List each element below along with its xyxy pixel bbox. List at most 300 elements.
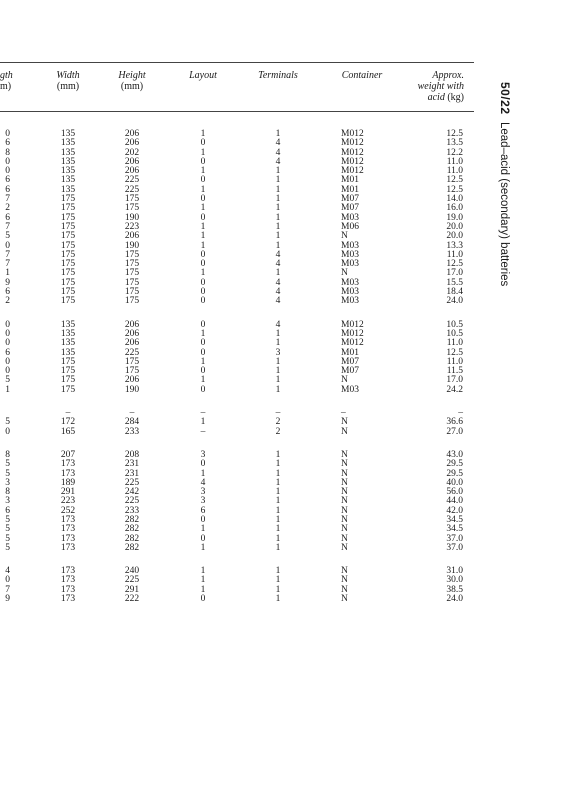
cell-terminals: 1 <box>275 268 281 279</box>
cell-terminals: 1 <box>275 524 281 535</box>
cell-width: 291 <box>60 487 76 498</box>
cell-terminals: 4 <box>275 319 281 330</box>
cell-layout: 1 <box>200 584 206 595</box>
cell-length: 2 <box>5 203 10 214</box>
cell-layout: 0 <box>200 249 206 260</box>
cell-layout: 1 <box>200 524 206 535</box>
cell-layout: 0 <box>200 459 206 470</box>
cell-height: 282 <box>124 514 140 525</box>
cell-height: 175 <box>124 356 140 367</box>
cell-width: 252 <box>60 505 76 516</box>
cell-height: – <box>129 408 135 419</box>
cell-length: 6 <box>5 347 10 358</box>
cell-layout: 1 <box>200 468 206 479</box>
cell-terminals: 1 <box>275 477 281 488</box>
cell-height: 208 <box>124 449 140 460</box>
cell-height: 225 <box>124 477 140 488</box>
cell-weight: 16.0 <box>446 203 463 214</box>
cell-layout: 1 <box>200 231 206 242</box>
cell-length: 0 <box>5 366 10 377</box>
table-group <box>0 409 480 437</box>
cell-container: M03 <box>341 259 359 270</box>
cell-height: 223 <box>124 221 140 232</box>
cell-container: N <box>341 496 348 507</box>
cell-terminals: 1 <box>275 129 281 139</box>
cell-width: 175 <box>60 356 76 367</box>
cell-container: N <box>341 231 348 242</box>
cell-width: 173 <box>60 584 76 595</box>
cell-layout: 1 <box>200 129 206 139</box>
cell-layout: 0 <box>200 319 206 330</box>
cell-layout: 1 <box>200 184 206 195</box>
cell-width: 175 <box>60 249 76 260</box>
cell-weight: 10.5 <box>446 319 463 330</box>
cell-layout: 0 <box>200 384 206 395</box>
cell-height: 282 <box>124 542 140 553</box>
cell-width: 173 <box>60 594 76 605</box>
cell-weight: 19.0 <box>446 212 463 223</box>
cell-layout: 3 <box>200 487 206 498</box>
cell-weight: 11.0 <box>446 356 463 367</box>
cell-container: N <box>341 594 348 605</box>
header-container: Container <box>341 70 383 81</box>
cell-weight: 10.5 <box>446 328 463 339</box>
cell-height: 190 <box>124 212 140 223</box>
cell-weight: 13.5 <box>446 138 463 149</box>
cell-layout: 0 <box>200 259 206 270</box>
cell-container: M03 <box>341 384 359 395</box>
cell-weight: 24.0 <box>446 296 463 307</box>
cell-length: 0 <box>5 328 10 339</box>
cell-length: 6 <box>5 505 10 516</box>
cell-container: N <box>341 524 348 535</box>
cell-container: N <box>341 533 348 544</box>
cell-width: 223 <box>60 496 76 507</box>
table-row <box>0 544 480 553</box>
cell-terminals: 1 <box>275 594 281 605</box>
cell-height: 190 <box>124 240 140 251</box>
cell-layout: 0 <box>200 277 206 288</box>
cell-width: 175 <box>60 259 76 270</box>
cell-width: 173 <box>60 514 76 525</box>
cell-length: 4 <box>5 566 10 577</box>
cell-width: 175 <box>60 296 76 307</box>
header-terminals: Terminals <box>258 70 298 81</box>
cell-container: M01 <box>341 347 359 358</box>
cell-width: 175 <box>60 375 76 386</box>
cell-layout: 0 <box>200 366 206 377</box>
cell-weight: 34.5 <box>446 524 463 535</box>
cell-container: M07 <box>341 203 359 214</box>
cell-terminals: 4 <box>275 138 281 149</box>
cell-layout: 0 <box>200 533 206 544</box>
cell-length: 0 <box>5 319 10 330</box>
cell-length: 8 <box>5 449 10 460</box>
cell-weight: 24.0 <box>446 594 463 605</box>
cell-width: 173 <box>60 533 76 544</box>
cell-container: M03 <box>341 296 359 307</box>
cell-height: 282 <box>124 533 140 544</box>
cell-width: 173 <box>60 459 76 470</box>
cell-container: M012 <box>341 147 364 158</box>
cell-terminals: 1 <box>275 514 281 525</box>
cell-length: 0 <box>5 426 10 437</box>
cell-length: 0 <box>5 129 10 139</box>
cell-height: 206 <box>124 338 140 349</box>
cell-container: N <box>341 487 348 498</box>
cell-weight: 11.0 <box>446 156 463 167</box>
cell-terminals: 1 <box>275 366 281 377</box>
cell-width: 135 <box>60 175 76 186</box>
cell-length: 5 <box>5 417 10 428</box>
cell-terminals: 1 <box>275 240 281 251</box>
cell-terminals: 1 <box>275 487 281 498</box>
cell-layout: 1 <box>200 417 206 428</box>
cell-weight: 12.5 <box>446 184 463 195</box>
cell-container: M03 <box>341 212 359 223</box>
cell-weight: 43.0 <box>446 449 463 460</box>
cell-length: 7 <box>5 194 10 205</box>
cell-terminals: 1 <box>275 542 281 553</box>
cell-layout: 1 <box>200 221 206 232</box>
cell-width: 175 <box>60 384 76 395</box>
cell-height: 175 <box>124 277 140 288</box>
cell-height: 206 <box>124 129 140 139</box>
cell-layout: – <box>200 408 206 419</box>
cell-width: 173 <box>60 524 76 535</box>
table-row <box>0 595 480 604</box>
cell-layout: 0 <box>200 156 206 167</box>
cell-weight: 56.0 <box>446 487 463 498</box>
cell-weight: 15.5 <box>446 277 463 288</box>
cell-terminals: 1 <box>275 184 281 195</box>
page-number: 50/22 <box>498 82 512 115</box>
cell-container: M07 <box>341 356 359 367</box>
cell-height: 282 <box>124 524 140 535</box>
cell-width: 175 <box>60 203 76 214</box>
cell-width: 175 <box>60 268 76 279</box>
cell-length: 3 <box>5 496 10 507</box>
table-group <box>0 321 480 395</box>
cell-weight: 27.0 <box>446 426 463 437</box>
cell-layout: 0 <box>200 175 206 186</box>
cell-container: N <box>341 514 348 525</box>
cell-container: M03 <box>341 287 359 298</box>
cell-layout: 1 <box>200 166 206 177</box>
cell-length: 5 <box>5 231 10 242</box>
cell-height: 225 <box>124 347 140 358</box>
header-width: Width (mm) <box>56 70 80 92</box>
cell-weight: 13.3 <box>446 240 463 251</box>
cell-layout: 3 <box>200 496 206 507</box>
cell-terminals: 1 <box>275 356 281 367</box>
cell-layout: 1 <box>200 240 206 251</box>
cell-terminals: 1 <box>275 221 281 232</box>
header-length: gth m) <box>0 70 13 92</box>
cell-width: 175 <box>60 231 76 242</box>
cell-layout: – <box>200 426 206 437</box>
cell-weight: 11.0 <box>446 249 463 260</box>
cell-weight: 36.6 <box>446 417 463 428</box>
cell-layout: 0 <box>200 212 206 223</box>
cell-width: 135 <box>60 328 76 339</box>
cell-height: 291 <box>124 584 140 595</box>
cell-width: – <box>65 408 71 419</box>
cell-length: 0 <box>5 356 10 367</box>
cell-terminals: 1 <box>275 375 281 386</box>
cell-weight: 12.5 <box>446 347 463 358</box>
cell-length: 5 <box>5 524 10 535</box>
cell-layout: 0 <box>200 347 206 358</box>
cell-terminals: 1 <box>275 338 281 349</box>
cell-container: N <box>341 584 348 595</box>
table-group <box>0 451 480 553</box>
cell-weight: 17.0 <box>446 268 463 279</box>
cell-width: 135 <box>60 319 76 330</box>
cell-container: M01 <box>341 184 359 195</box>
cell-height: 206 <box>124 319 140 330</box>
cell-layout: 0 <box>200 514 206 525</box>
cell-layout: 1 <box>200 542 206 553</box>
cell-width: 189 <box>60 477 76 488</box>
cell-weight: 30.0 <box>446 575 463 586</box>
cell-layout: 6 <box>200 505 206 516</box>
table-group <box>0 130 480 307</box>
cell-terminals: 1 <box>275 566 281 577</box>
header-height: Height (mm) <box>118 70 146 92</box>
cell-weight: 34.5 <box>446 514 463 525</box>
cell-width: 135 <box>60 166 76 177</box>
cell-length: 9 <box>5 594 10 605</box>
cell-width: 135 <box>60 338 76 349</box>
cell-height: 175 <box>124 287 140 298</box>
cell-width: 175 <box>60 287 76 298</box>
cell-terminals: 1 <box>275 459 281 470</box>
cell-terminals: 4 <box>275 249 281 260</box>
cell-weight: – <box>458 408 463 419</box>
cell-height: 175 <box>124 249 140 260</box>
cell-container: – <box>341 408 346 419</box>
cell-length: 0 <box>5 575 10 586</box>
cell-weight: 24.2 <box>446 384 463 395</box>
cell-length: 1 <box>5 268 10 279</box>
cell-width: 175 <box>60 240 76 251</box>
cell-terminals: 1 <box>275 533 281 544</box>
cell-width: 135 <box>60 129 76 139</box>
cell-container: N <box>341 468 348 479</box>
cell-terminals: – <box>275 408 281 419</box>
cell-height: 233 <box>124 426 140 437</box>
cell-height: 206 <box>124 328 140 339</box>
cell-width: 175 <box>60 221 76 232</box>
cell-width: 175 <box>60 212 76 223</box>
cell-container: M07 <box>341 366 359 377</box>
cell-height: 284 <box>124 417 140 428</box>
table-row <box>0 386 480 395</box>
cell-width: 175 <box>60 194 76 205</box>
cell-layout: 0 <box>200 594 206 605</box>
cell-height: 206 <box>124 166 140 177</box>
table-row <box>0 428 480 437</box>
section-title: Lead–acid (secondary) batteries <box>498 122 510 287</box>
cell-terminals: 4 <box>275 147 281 158</box>
cell-height: 225 <box>124 575 140 586</box>
cell-terminals: 4 <box>275 296 281 307</box>
cell-terminals: 4 <box>275 156 281 167</box>
cell-weight: 37.0 <box>446 533 463 544</box>
cell-width: 173 <box>60 542 76 553</box>
cell-terminals: 1 <box>275 384 281 395</box>
cell-layout: 0 <box>200 138 206 149</box>
cell-layout: 0 <box>200 296 206 307</box>
cell-width: 207 <box>60 449 76 460</box>
battery-table <box>0 130 480 618</box>
cell-container: M012 <box>341 338 364 349</box>
cell-length: 6 <box>5 175 10 186</box>
cell-container: N <box>341 459 348 470</box>
cell-length: 5 <box>5 533 10 544</box>
cell-weight: 20.0 <box>446 221 463 232</box>
cell-terminals: 1 <box>275 584 281 595</box>
cell-layout: 1 <box>200 203 206 214</box>
cell-length: 0 <box>5 338 10 349</box>
cell-width: 175 <box>60 366 76 377</box>
cell-layout: 4 <box>200 477 206 488</box>
cell-length: 5 <box>5 514 10 525</box>
cell-container: M012 <box>341 319 364 330</box>
cell-container: N <box>341 542 348 553</box>
cell-terminals: 4 <box>275 287 281 298</box>
cell-container: N <box>341 575 348 586</box>
cell-height: 175 <box>124 203 140 214</box>
cell-height: 175 <box>124 366 140 377</box>
cell-length: 2 <box>5 296 10 307</box>
cell-length: 0 <box>5 166 10 177</box>
cell-container: M012 <box>341 156 364 167</box>
cell-layout: 1 <box>200 147 206 158</box>
cell-length: 6 <box>5 287 10 298</box>
cell-terminals: 1 <box>275 194 281 205</box>
cell-length: 7 <box>5 249 10 260</box>
cell-height: 175 <box>124 268 140 279</box>
cell-height: 225 <box>124 184 140 195</box>
cell-height: 233 <box>124 505 140 516</box>
table-group <box>0 567 480 604</box>
cell-weight: 11.0 <box>446 166 463 177</box>
cell-terminals: 1 <box>275 328 281 339</box>
cell-length: 5 <box>5 375 10 386</box>
cell-layout: 1 <box>200 268 206 279</box>
cell-height: 225 <box>124 496 140 507</box>
cell-weight: 29.5 <box>446 459 463 470</box>
cell-length: 8 <box>5 147 10 158</box>
cell-container: M03 <box>341 249 359 260</box>
cell-terminals: 4 <box>275 259 281 270</box>
cell-length: 1 <box>5 384 10 395</box>
cell-height: 240 <box>124 566 140 577</box>
cell-terminals: 2 <box>275 426 281 437</box>
cell-height: 206 <box>124 375 140 386</box>
cell-width: 135 <box>60 138 76 149</box>
cell-terminals: 3 <box>275 347 281 358</box>
cell-terminals: 1 <box>275 575 281 586</box>
cell-terminals: 1 <box>275 505 281 516</box>
cell-height: 206 <box>124 156 140 167</box>
cell-terminals: 1 <box>275 231 281 242</box>
cell-terminals: 1 <box>275 166 281 177</box>
cell-width: 135 <box>60 147 76 158</box>
cell-length: 6 <box>5 212 10 223</box>
cell-terminals: 1 <box>275 496 281 507</box>
cell-length: 3 <box>5 477 10 488</box>
cell-width: 173 <box>60 468 76 479</box>
cell-weight: 37.0 <box>446 542 463 553</box>
cell-weight: 38.5 <box>446 584 463 595</box>
cell-layout: 1 <box>200 575 206 586</box>
cell-width: 173 <box>60 575 76 586</box>
cell-height: 231 <box>124 459 140 470</box>
cell-layout: 1 <box>200 356 206 367</box>
cell-weight: 20.0 <box>446 231 463 242</box>
cell-length: 7 <box>5 584 10 595</box>
cell-weight: 17.0 <box>446 375 463 386</box>
cell-width: 175 <box>60 277 76 288</box>
header-layout: Layout <box>189 70 217 81</box>
cell-weight: 31.0 <box>446 566 463 577</box>
cell-length: 6 <box>5 138 10 149</box>
cell-width: 165 <box>60 426 76 437</box>
cell-layout: 0 <box>200 287 206 298</box>
cell-height: 206 <box>124 138 140 149</box>
cell-length: 5 <box>5 459 10 470</box>
cell-length: 5 <box>5 542 10 553</box>
cell-weight: 11.0 <box>446 338 463 349</box>
cell-container: N <box>341 375 348 386</box>
cell-length: 6 <box>5 184 10 195</box>
cell-layout: 0 <box>200 194 206 205</box>
cell-length: 9 <box>5 277 10 288</box>
cell-terminals: 1 <box>275 468 281 479</box>
cell-container: N <box>341 566 348 577</box>
cell-layout: 1 <box>200 328 206 339</box>
header-bottom-rule <box>0 111 474 112</box>
cell-height: 175 <box>124 296 140 307</box>
cell-weight: 11.5 <box>446 366 463 377</box>
cell-length: 7 <box>5 259 10 270</box>
cell-weight: 14.0 <box>446 194 463 205</box>
cell-layout: 1 <box>200 566 206 577</box>
cell-layout: 1 <box>200 375 206 386</box>
cell-container: M01 <box>341 175 359 186</box>
cell-terminals: 4 <box>275 277 281 288</box>
cell-container: M06 <box>341 221 359 232</box>
cell-height: 175 <box>124 194 140 205</box>
cell-weight: 12.5 <box>446 175 463 186</box>
cell-container: N <box>341 505 348 516</box>
cell-container: M012 <box>341 138 364 149</box>
cell-terminals: 1 <box>275 212 281 223</box>
cell-container: N <box>341 268 348 279</box>
cell-container: M012 <box>341 328 364 339</box>
cell-height: 222 <box>124 594 140 605</box>
cell-height: 206 <box>124 231 140 242</box>
cell-container: N <box>341 426 348 437</box>
table-top-rule <box>0 62 474 63</box>
cell-container: M012 <box>341 129 364 139</box>
cell-weight: 18.4 <box>446 287 463 298</box>
cell-container: M012 <box>341 166 364 177</box>
cell-weight: 40.0 <box>446 477 463 488</box>
